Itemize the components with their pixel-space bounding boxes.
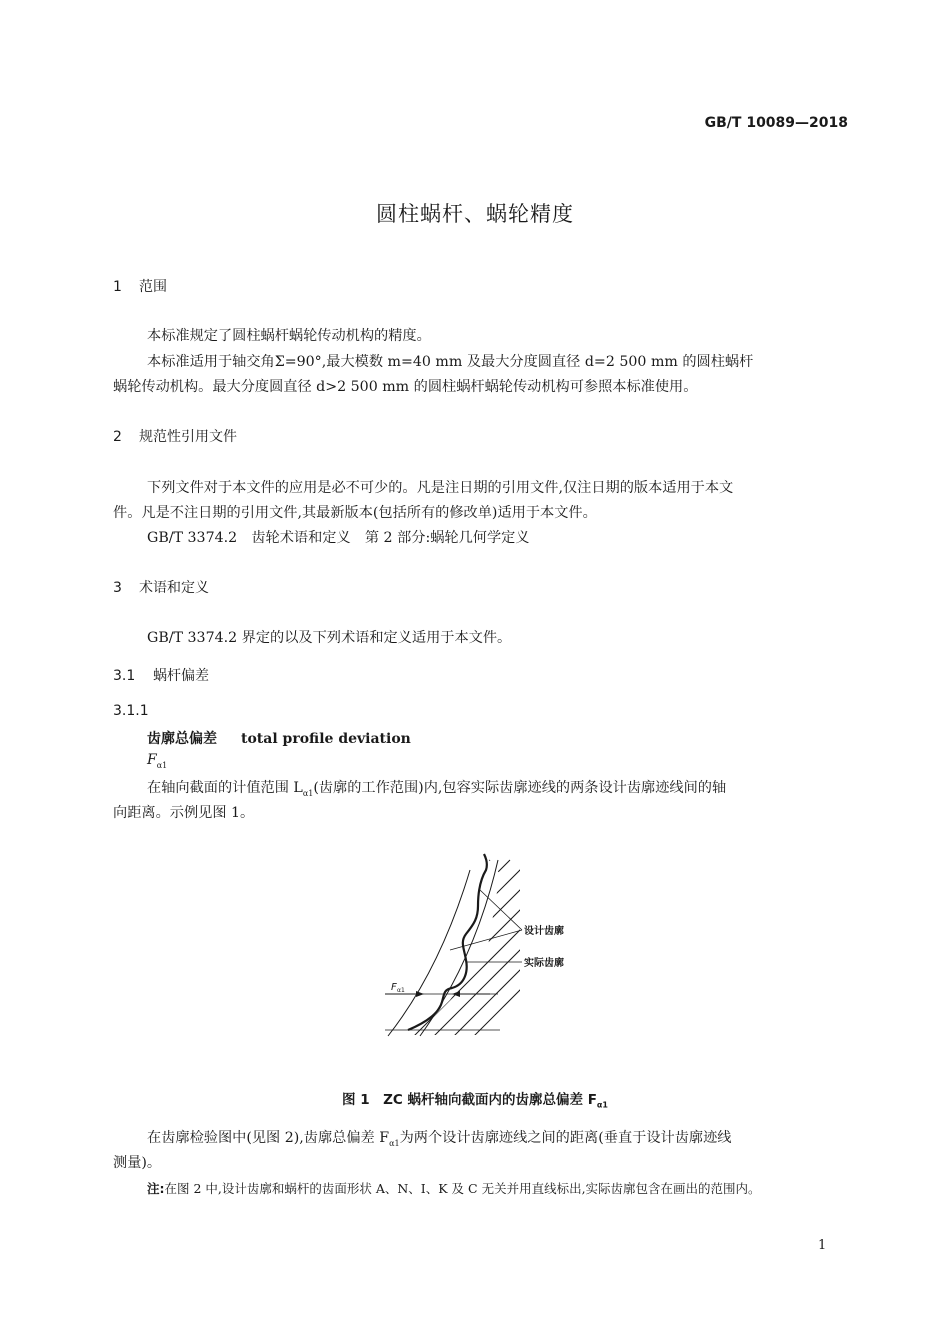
scope-paragraph-2-line-2: 蜗轮传动机构。最大分度圆直径 d>2 500 mm 的圆柱蜗杆蜗轮传动机构可参照本标准使用。 [113,379,698,395]
leader-design-1 [480,890,522,930]
note-text: 在图 2 中,设计齿廓和蜗杆的齿面形状 A、N、I、K 及 C 无关并用直线标出,实际齿廓包含在画出的范围内。 [164,1181,761,1196]
label-F: F [391,982,397,993]
figure-1-caption [0,1088,950,1110]
definition-line-2: 向距离。示例见图 1。 [113,805,255,821]
terms-intro: GB/T 3374.2 界定的以及下列术语和定义适用于本文件。 [147,630,512,646]
section-number: 3 [113,580,122,596]
caption-text: 图 1 ZC 蜗杆轴向截面内的齿廓总偏差 F [342,1092,597,1108]
section-number: 3.1 [113,668,136,684]
section-1-heading [113,276,167,296]
section-title: 蜗杆偏差 [153,668,209,684]
page-number: 1 [818,1238,827,1253]
term-english: total profile deviation [241,731,411,747]
after-text-a: 在齿廓检验图中(见图 2),齿廓总偏差 F [147,1130,390,1146]
section-number: 2 [113,429,122,445]
definition-text-b: (齿廓的工作范围)内,包容实际齿廓迹线的两条设计齿廓迹线间的轴 [313,780,727,796]
definition-subscript: α1 [302,788,314,798]
symbol-letter: F [147,752,157,768]
after-paragraph-line-2: 测量)。 [113,1155,162,1171]
caption-subscript: α1 [596,1100,608,1110]
normative-paragraph-line-2: 件。凡是不注日期的引用文件,其最新版本(包括所有的修改单)适用于本文件。 [113,505,597,521]
note-label: 注: [147,1181,165,1196]
note [147,1179,761,1197]
label-design-profile: 设计齿廓 [524,926,564,937]
term-entry [147,728,411,748]
after-subscript: α1 [389,1138,400,1148]
dimension-arrow-left [416,991,424,997]
section-number: 1 [113,279,122,295]
design-profile-line-1 [388,870,470,1036]
actual-profile-curve [408,854,487,1030]
page-title: 圆柱蜗杆、蜗轮精度 [376,202,574,226]
term-symbol [147,752,167,770]
section-title: 范围 [139,279,167,295]
symbol-subscript: α1 [156,760,168,770]
after-paragraph-line-1 [147,1127,731,1148]
section-3-1-heading [113,665,209,685]
label-actual-profile: 实际齿廓 [524,958,564,969]
section-3-heading [113,577,209,597]
after-text-b: 为两个设计齿廓迹线之间的距离(垂直于设计齿廓迹线 [399,1130,732,1146]
term-chinese: 齿廓总偏差 [147,731,217,747]
scope-paragraph-2-line-1: 本标准适用于轴交角Σ=90°,最大模数 m=40 mm 及最大分度圆直径 d=2 500 mm 的圆柱蜗杆 [147,354,754,370]
section-title: 规范性引用文件 [139,429,237,445]
hatch-pattern [380,860,590,1040]
design-profile-line-2 [420,860,498,1036]
label-F-subscript: α1 [397,987,405,994]
section-3-1-1-number: 3.1.1 [113,703,149,719]
section-title: 术语和定义 [139,580,209,596]
section-2-heading [113,426,237,446]
normative-reference: GB/T 3374.2 齿轮术语和定义 第 2 部分:蜗轮几何学定义 [147,530,530,546]
figure-1-diagram [380,850,590,1040]
normative-paragraph-line-1: 下列文件对于本文件的应用是必不可少的。凡是注日期的引用文件,仅注日期的版本适用于本文 [147,480,734,496]
leader-design-2 [450,930,522,950]
definition-text-a: 在轴向截面的计值范围 L [147,780,303,796]
definition-line-1 [147,777,726,798]
standard-code: GB/T 10089—2018 [704,115,848,131]
scope-paragraph-1: 本标准规定了圆柱蜗杆蜗轮传动机构的精度。 [147,328,431,344]
